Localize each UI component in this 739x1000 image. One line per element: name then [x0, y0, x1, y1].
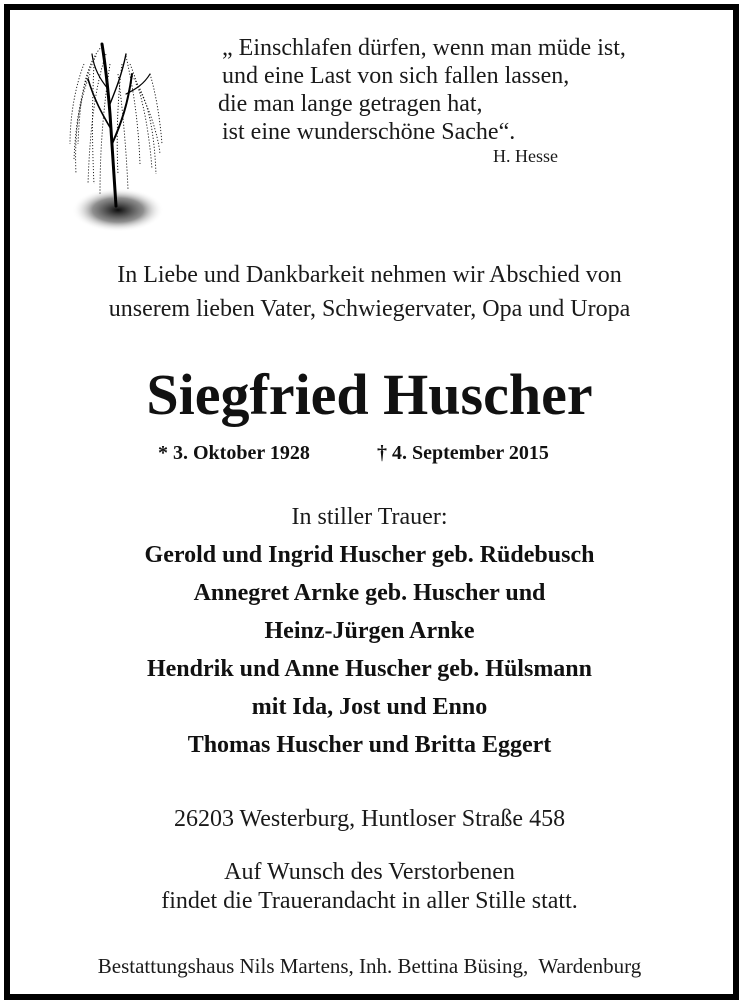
mourners-list: [10, 536, 729, 764]
death-date: † 4. September 2015: [377, 442, 549, 464]
quote-line: „ Einschlafen dürfen, wenn man müde ist,: [222, 35, 626, 61]
mourner-line: Annegret Arnke geb. Huscher und: [193, 580, 546, 606]
intro-line: unserem lieben Vater, Schwiegervater, Opa und Uropa: [108, 296, 631, 322]
weeping-willow-icon: [66, 34, 166, 234]
service-notice: [10, 858, 729, 916]
family-address: 26203 Westerburg, Huntloser Straße 458: [173, 806, 566, 832]
notice-line: Auf Wunsch des Verstorbenen: [224, 859, 515, 885]
mourner-line: Hendrik und Anne Huscher geb. Hülsmann: [146, 656, 593, 682]
quote-line: und eine Last von sich fallen lassen,: [222, 63, 570, 89]
deceased-name: Siegfried Huscher: [146, 362, 593, 427]
quote-line: die man lange getragen hat,: [218, 91, 483, 117]
mourner-line: Gerold und Ingrid Huscher geb. Rüdebusch: [144, 542, 595, 568]
intro-line: In Liebe und Dankbarkeit nehmen wir Abschied von: [117, 262, 622, 288]
quote-block: [218, 34, 626, 146]
mourner-line: Thomas Huscher und Britta Eggert: [187, 732, 552, 758]
notice-line: findet die Trauerandacht in aller Stille statt.: [161, 888, 578, 914]
funeral-home: Bestattungshaus Nils Martens, Inh. Bettina Büsing, Wardenburg: [97, 954, 642, 978]
mourners-title: In stiller Trauer:: [291, 504, 448, 530]
birth-date: * 3. Oktober 1928: [158, 442, 310, 464]
quote-line: ist eine wunderschöne Sache“.: [222, 119, 516, 145]
mourner-line: mit Ida, Jost und Enno: [251, 694, 488, 720]
intro-text: [10, 258, 729, 326]
mourner-line: Heinz-Jürgen Arnke: [264, 618, 475, 644]
quote-author: H. Hesse: [493, 146, 558, 166]
